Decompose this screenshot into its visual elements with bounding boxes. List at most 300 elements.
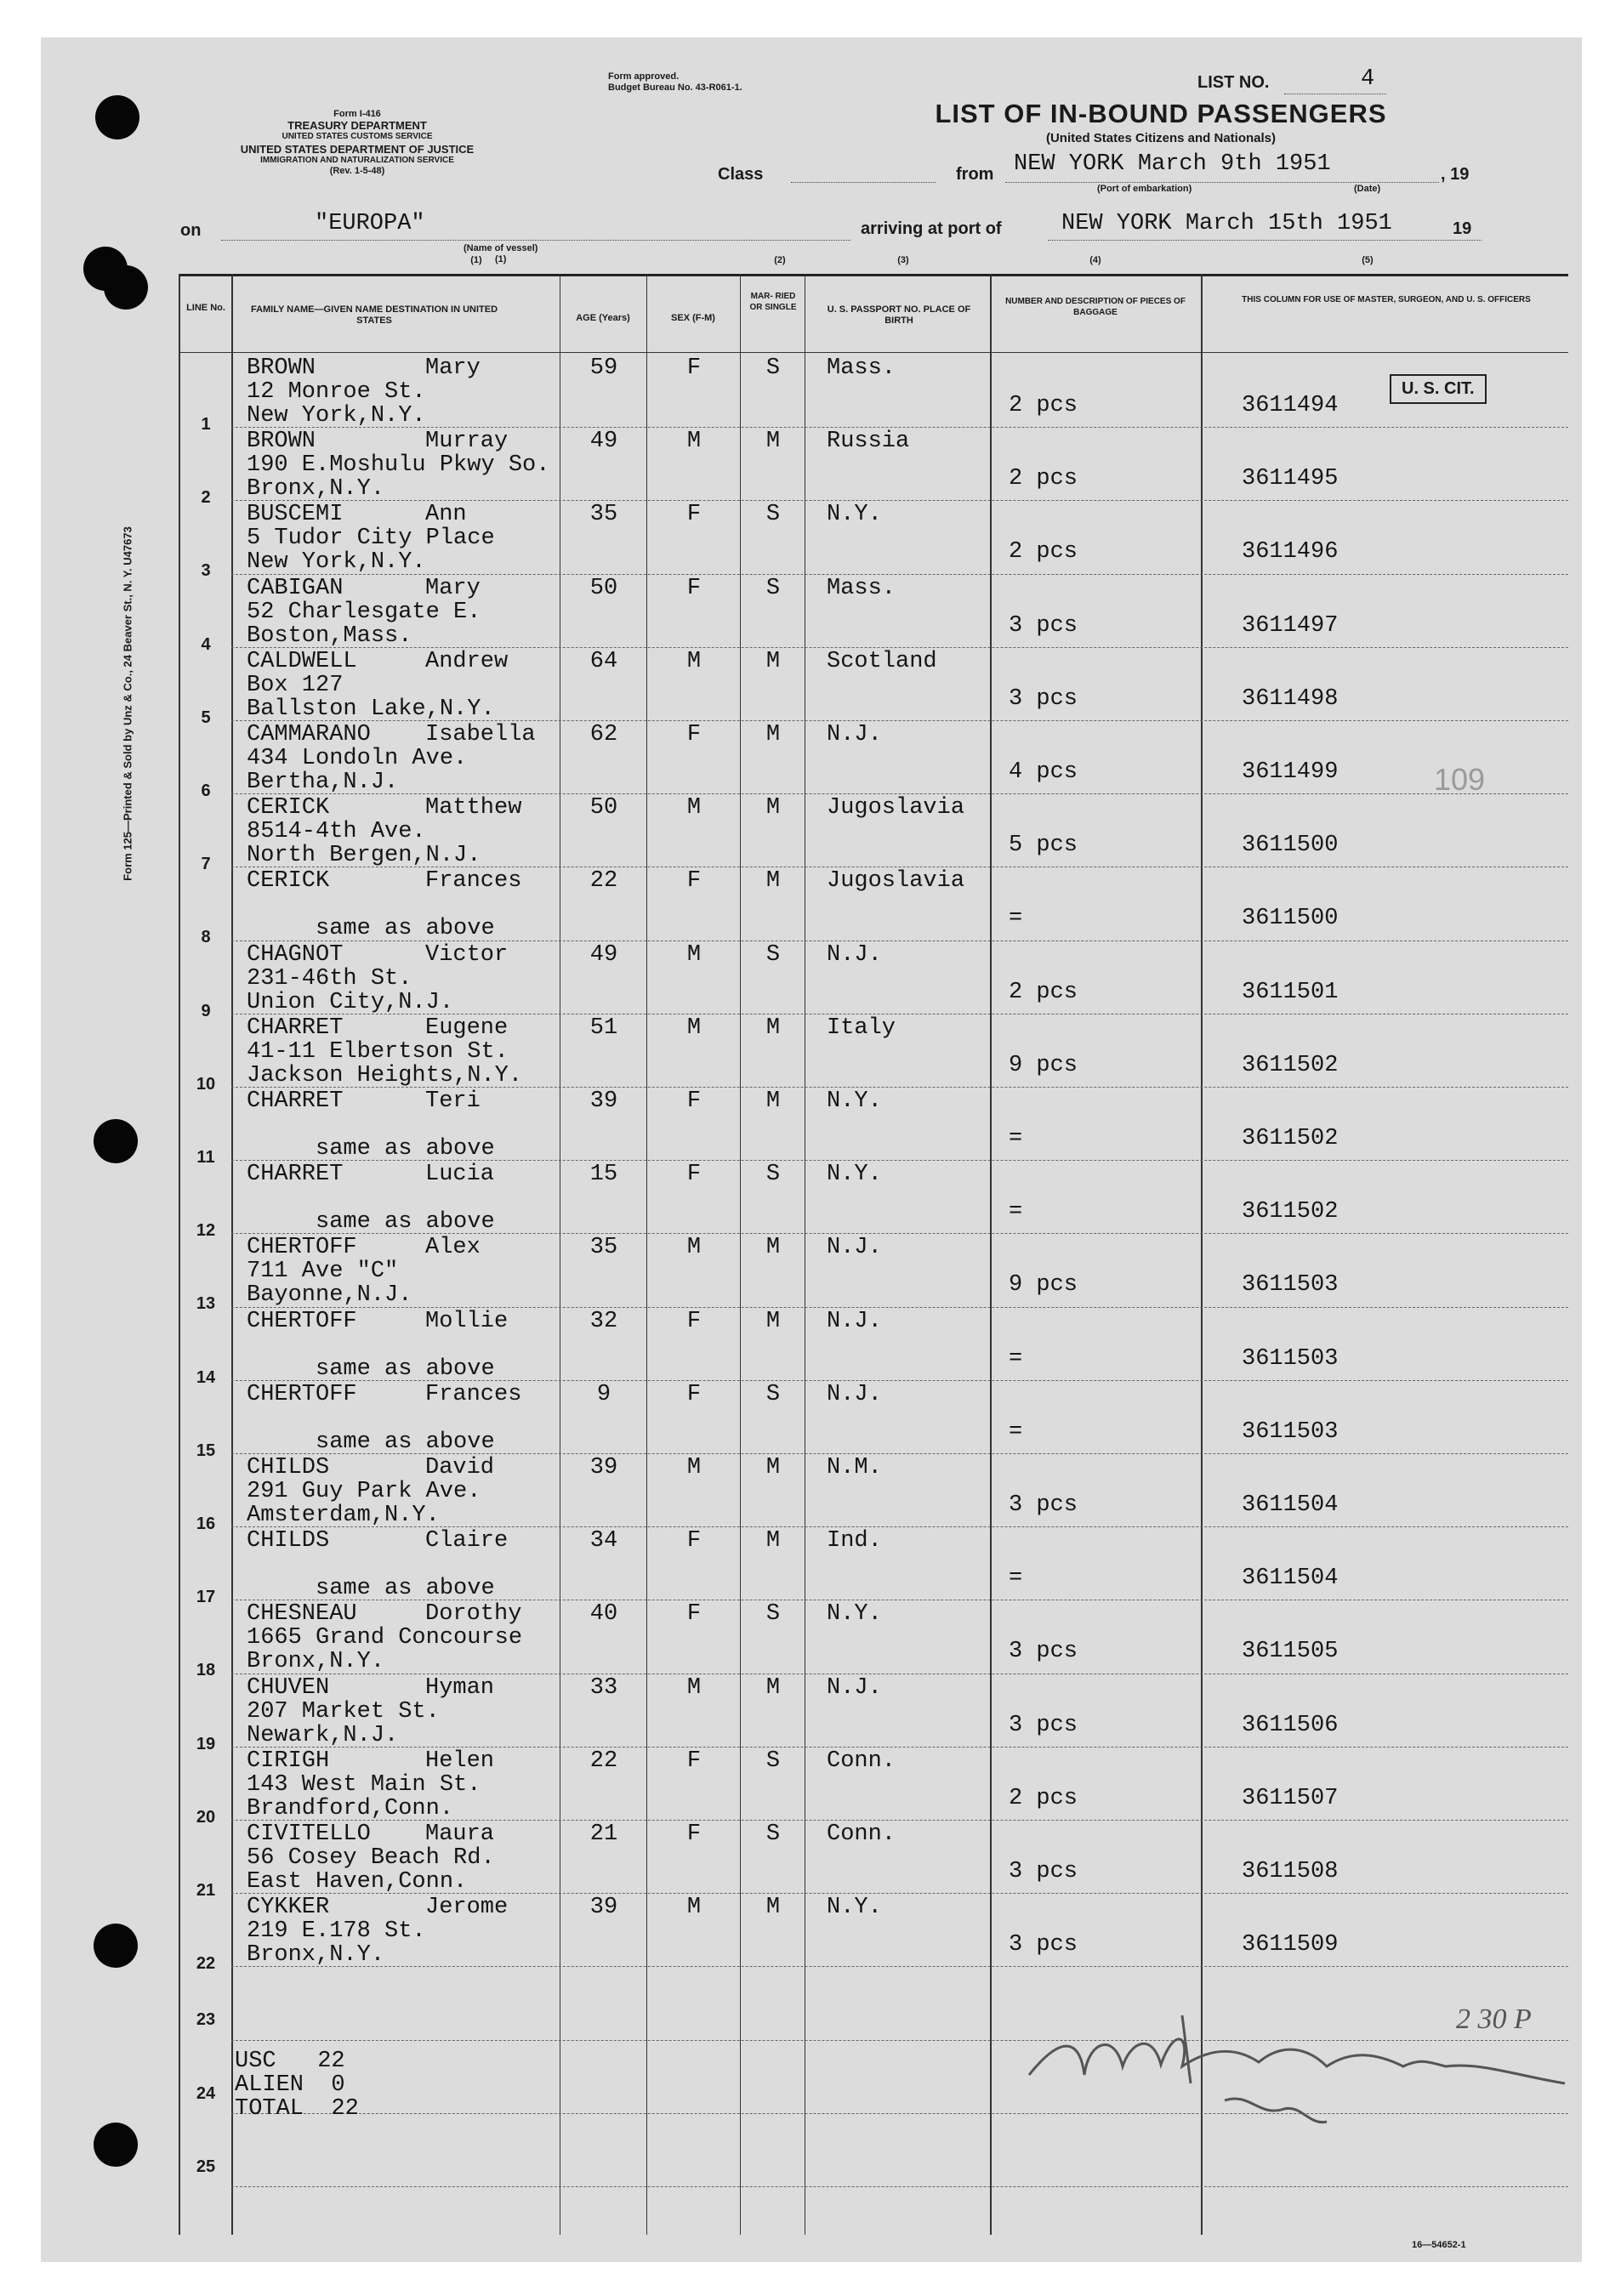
- passenger-age: 22: [589, 1748, 618, 1774]
- passenger-birthplace: Russia: [827, 429, 910, 455]
- passenger-family-name: CHERTOFF: [247, 1308, 357, 1334]
- passenger-family-name: CHESNEAU: [247, 1601, 357, 1628]
- passenger-address-street: 12 Monroe St.: [247, 379, 426, 405]
- passenger-given-name: Victor: [425, 941, 509, 968]
- year-suffix: , 19: [1441, 165, 1470, 184]
- passenger-age: 39: [589, 1455, 618, 1480]
- passenger-ticket-number: 3611503: [1242, 1272, 1339, 1299]
- passenger-family-name: BROWN: [247, 355, 316, 381]
- printer-side-text: Form 125—Printed & Sold by Unz & Co., 24 Beaver St., N. Y. U47673: [121, 526, 134, 881]
- class-label: Class: [718, 165, 764, 184]
- passenger-family-name: CALDWELL: [247, 648, 357, 674]
- passenger-address-street: 219 E.178 St.: [247, 1918, 426, 1945]
- passenger-given-name: Andrew: [425, 648, 509, 674]
- passenger-age: 51: [589, 1014, 618, 1041]
- row-divider: [231, 2186, 1568, 2187]
- passenger-baggage: 5 pcs: [1009, 833, 1078, 859]
- line-number: 8: [201, 928, 211, 947]
- passenger-sex: F: [686, 502, 702, 528]
- passenger-address-street: 5 Tudor City Place: [247, 526, 495, 552]
- passenger-family-name: CHAGNOT: [247, 941, 344, 968]
- passenger-sex: M: [686, 429, 702, 455]
- passenger-address-street: 291 Guy Park Ave.: [247, 1479, 481, 1504]
- passenger-age: 64: [589, 648, 618, 674]
- passenger-ticket-number: 3611506: [1242, 1712, 1339, 1738]
- passenger-marital-status: M: [765, 429, 781, 455]
- passenger-sex: F: [686, 868, 702, 895]
- passenger-marital-status: S: [765, 1821, 781, 1847]
- passenger-age: 33: [589, 1674, 618, 1701]
- passenger-address-street: 56 Cosey Beach Rd.: [247, 1845, 495, 1871]
- passenger-ticket-number: 3611507: [1242, 1785, 1339, 1811]
- col-header-officers: THIS COLUMN FOR USE OF MASTER, SURGEON, AND U. S. OFFICERS: [1242, 295, 1531, 304]
- passenger-sex: F: [686, 355, 702, 381]
- totals-block: [235, 2049, 359, 2121]
- passenger-family-name: CHARRET: [247, 1162, 344, 1188]
- passenger-given-name: Mary: [425, 355, 481, 381]
- passenger-marital-status: M: [765, 1674, 781, 1701]
- list-no-label: LIST NO.: [1197, 73, 1270, 92]
- passenger-address-city: New York,N.Y.: [247, 403, 426, 429]
- passenger-marital-status: M: [765, 1528, 781, 1554]
- on-label: on: [180, 221, 202, 240]
- passenger-birthplace: N.J.: [827, 1381, 882, 1407]
- passenger-marital-status: M: [765, 1455, 781, 1480]
- passenger-birthplace: Scotland: [827, 648, 937, 674]
- passenger-baggage: 3 pcs: [1009, 1639, 1078, 1665]
- passenger-address-city: Jackson Heights,N.Y.: [247, 1062, 523, 1088]
- passenger-ticket-number: 3611496: [1242, 539, 1339, 565]
- passenger-age: 62: [589, 722, 618, 747]
- passenger-marital-status: S: [765, 355, 781, 381]
- margin-note: 109: [1434, 762, 1486, 797]
- passenger-address-street: 8514-4th Ave.: [247, 819, 426, 845]
- form-approved: Form approved.: [608, 71, 680, 82]
- passenger-given-name: Teri: [425, 1088, 481, 1114]
- line-number: 24: [196, 2083, 216, 2103]
- line-number: 19: [196, 1734, 216, 1753]
- passenger-marital-status: M: [765, 1895, 781, 1921]
- passenger-age: 15: [589, 1162, 618, 1188]
- passenger-ticket-number: 3611504: [1242, 1492, 1339, 1518]
- line-number: 13: [196, 1294, 216, 1314]
- passenger-sex: F: [686, 1308, 702, 1334]
- passenger-marital-status: M: [765, 1088, 781, 1114]
- row-divider: [231, 1307, 1568, 1308]
- row-divider: [231, 1820, 1568, 1821]
- passenger-age: 59: [589, 355, 618, 381]
- row-divider: [231, 1233, 1568, 1234]
- alien-value: 0: [331, 2072, 345, 2098]
- passenger-baggage: 3 pcs: [1009, 685, 1078, 712]
- passenger-birthplace: Jugoslavia: [827, 868, 965, 895]
- passenger-ticket-number: 3611509: [1242, 1932, 1339, 1958]
- us-citizen-stamp: U. S. CIT.: [1390, 374, 1487, 404]
- signature-time: 2 30 P: [1456, 2003, 1532, 2035]
- col-divider: [1201, 274, 1203, 2235]
- passenger-address-street: 41-11 Elbertson St.: [247, 1038, 509, 1065]
- col-header-age: AGE (Years): [576, 313, 630, 323]
- form-approval: [608, 71, 742, 94]
- passenger-sex: F: [686, 1601, 702, 1628]
- usc-value: 22: [317, 2049, 345, 2074]
- passenger-age: 50: [589, 795, 618, 821]
- passenger-birthplace: N.Y.: [827, 1601, 882, 1628]
- passenger-sex: M: [686, 1235, 702, 1261]
- col-number-5: (5): [1362, 255, 1374, 265]
- form-header-left: [162, 109, 553, 177]
- line-number: 16: [196, 1515, 216, 1533]
- passenger-given-name: Isabella: [425, 722, 536, 747]
- customs-service: UNITED STATES CUSTOMS SERVICE: [282, 132, 433, 141]
- passenger-address-city: Brandford,Conn.: [247, 1795, 454, 1821]
- passenger-age: 39: [589, 1088, 618, 1114]
- passenger-baggage: 3 pcs: [1009, 1492, 1078, 1518]
- passenger-given-name: Jerome: [425, 1895, 509, 1921]
- passenger-ticket-number: 3611495: [1242, 466, 1339, 492]
- col-divider: [231, 274, 233, 2235]
- passenger-age: 35: [589, 1235, 618, 1261]
- passenger-sex: M: [686, 1455, 702, 1480]
- document-title: LIST OF IN-BOUND PASSENGERS: [935, 99, 1387, 128]
- line-number: 25: [196, 2157, 216, 2176]
- passenger-family-name: CHILDS: [247, 1455, 330, 1480]
- passenger-family-name: CIRIGH: [247, 1748, 330, 1774]
- from-line: [1005, 182, 1439, 183]
- passenger-address-street: 52 Charlesgate E.: [247, 599, 481, 625]
- date-caption: (Date): [1354, 184, 1381, 194]
- passenger-baggage: =: [1009, 906, 1023, 932]
- row-divider: [231, 1526, 1568, 1527]
- passenger-age: 21: [589, 1821, 618, 1847]
- passenger-given-name: Ann: [425, 502, 467, 528]
- passenger-birthplace: Conn.: [827, 1821, 896, 1847]
- passenger-birthplace: N.J.: [827, 1674, 882, 1701]
- passenger-ticket-number: 3611500: [1242, 906, 1339, 932]
- line-number: 5: [201, 708, 211, 727]
- passenger-marital-status: M: [765, 648, 781, 674]
- passenger-given-name: Frances: [425, 1381, 522, 1407]
- passenger-family-name: CHARRET: [247, 1014, 344, 1041]
- row-divider: [231, 1160, 1568, 1161]
- passenger-given-name: Hyman: [425, 1674, 495, 1701]
- passenger-family-name: CERICK: [247, 868, 330, 895]
- passenger-sex: F: [686, 1821, 702, 1847]
- usc-label: USC: [235, 2049, 276, 2074]
- passenger-ticket-number: 3611501: [1242, 979, 1339, 1005]
- passenger-sex: F: [686, 1748, 702, 1774]
- passenger-sex: M: [686, 648, 702, 674]
- passenger-family-name: CERICK: [247, 795, 330, 821]
- budget-bureau: Budget Bureau No. 43-R061-1.: [608, 82, 742, 93]
- line-number: 17: [196, 1588, 216, 1607]
- row-divider: [231, 1453, 1568, 1454]
- passenger-baggage: 3 pcs: [1009, 1859, 1078, 1884]
- row-divider: [231, 1087, 1568, 1088]
- passenger-address-city: same as above: [247, 1136, 495, 1162]
- passenger-birthplace: Conn.: [827, 1748, 896, 1774]
- passenger-marital-status: S: [765, 1748, 781, 1774]
- passenger-age: 9: [596, 1381, 611, 1407]
- row-divider: [231, 1380, 1568, 1381]
- passenger-sex: F: [686, 1381, 702, 1407]
- from-value: NEW YORK March 9th 1951: [1014, 151, 1331, 177]
- passenger-age: 50: [589, 575, 618, 601]
- passenger-sex: M: [686, 1014, 702, 1041]
- passenger-birthplace: Mass.: [827, 575, 896, 601]
- passenger-sex: F: [686, 1528, 702, 1554]
- revision: (Rev. 1-5-48): [329, 166, 385, 176]
- binder-hole: [95, 95, 139, 139]
- total-label: TOTAL: [235, 2096, 304, 2122]
- col-number-3: (3): [897, 255, 909, 265]
- line-number: 3: [201, 561, 211, 581]
- passenger-family-name: BROWN: [247, 429, 316, 455]
- passenger-sex: M: [686, 941, 702, 968]
- passenger-age: 40: [589, 1601, 618, 1628]
- passenger-address-city: Ballston Lake,N.Y.: [247, 696, 495, 722]
- col-header-passport: U. S. PASSPORT NO. PLACE OF BIRTH: [827, 304, 971, 326]
- port-embark-caption: (Port of embarkation): [1097, 184, 1192, 194]
- passenger-marital-status: M: [765, 1235, 781, 1261]
- form-number: Form I-416: [333, 109, 381, 119]
- line-number: 9: [201, 1001, 211, 1020]
- passenger-ticket-number: 3611505: [1242, 1639, 1339, 1665]
- passenger-address-city: same as above: [247, 1355, 495, 1382]
- passenger-address-city: East Haven,Conn.: [247, 1869, 468, 1895]
- passenger-sex: M: [686, 795, 702, 821]
- passenger-address-city: Bronx,N.Y.: [247, 1649, 385, 1675]
- col-number-4: (4): [1089, 255, 1101, 265]
- passenger-marital-status: S: [765, 1601, 781, 1628]
- passenger-marital-status: S: [765, 502, 781, 528]
- passenger-family-name: CHERTOFF: [247, 1235, 357, 1261]
- passenger-birthplace: Ind.: [827, 1528, 882, 1554]
- passenger-address-city: Union City,N.J.: [247, 989, 454, 1015]
- passenger-address-city: North Bergen,N.J.: [247, 843, 481, 869]
- passenger-given-name: David: [425, 1455, 495, 1480]
- passenger-birthplace: N.Y.: [827, 1088, 882, 1114]
- line-number: 15: [196, 1441, 216, 1460]
- passenger-family-name: CIVITELLO: [247, 1821, 371, 1847]
- passenger-marital-status: M: [765, 868, 781, 895]
- passenger-address-street: 711 Ave "C": [247, 1259, 399, 1285]
- passenger-address-city: same as above: [247, 1429, 495, 1455]
- col-number-1: (1): [470, 255, 482, 265]
- passenger-baggage: 2 pcs: [1009, 1785, 1078, 1811]
- passenger-family-name: CAMMARANO: [247, 722, 371, 747]
- passenger-age: 35: [589, 502, 618, 528]
- passenger-family-name: CABIGAN: [247, 575, 344, 601]
- passenger-sex: F: [686, 1162, 702, 1188]
- row-divider: [231, 1966, 1568, 1967]
- passenger-marital-status: S: [765, 1381, 781, 1407]
- vessel-caption: (Name of vessel) (1): [464, 243, 538, 264]
- line-number: 21: [196, 1881, 216, 1900]
- passenger-given-name: Matthew: [425, 795, 522, 821]
- col-number-2: (2): [774, 255, 786, 265]
- passenger-birthplace: N.M.: [827, 1455, 882, 1480]
- row-divider: [231, 720, 1568, 721]
- passenger-ticket-number: 3611502: [1242, 1199, 1339, 1225]
- alien-label: ALIEN: [235, 2072, 304, 2098]
- passenger-family-name: CHARRET: [247, 1088, 344, 1114]
- passenger-baggage: =: [1009, 1418, 1023, 1445]
- col-header-baggage: NUMBER AND DESCRIPTION OF PIECES OF BAGGAGE: [1005, 297, 1186, 317]
- row-divider: [231, 574, 1568, 575]
- passenger-age: 22: [589, 868, 618, 895]
- line-number: 4: [201, 634, 211, 654]
- passenger-baggage: 2 pcs: [1009, 979, 1078, 1005]
- passenger-birthplace: N.Y.: [827, 1162, 882, 1188]
- passenger-address-street: 190 E.Moshulu Pkwy So.: [247, 452, 550, 479]
- binder-hole: [94, 1924, 138, 1968]
- vessel-name: "EUROPA": [315, 211, 425, 236]
- passenger-baggage: 9 pcs: [1009, 1272, 1078, 1299]
- passenger-sex: M: [686, 1895, 702, 1921]
- passenger-baggage: 2 pcs: [1009, 393, 1078, 418]
- line-number: 10: [196, 1074, 216, 1094]
- arriving-line: [1048, 240, 1482, 241]
- line-number: 22: [196, 1954, 216, 1974]
- passenger-baggage: 2 pcs: [1009, 466, 1078, 492]
- passenger-ticket-number: 3611502: [1242, 1052, 1339, 1078]
- passenger-marital-status: M: [765, 1014, 781, 1041]
- line-number: 14: [196, 1367, 216, 1387]
- passenger-address-city: Bertha,N.J.: [247, 770, 399, 795]
- passenger-family-name: BUSCEMI: [247, 502, 344, 528]
- passenger-ticket-number: 3611503: [1242, 1418, 1339, 1445]
- passenger-birthplace: N.J.: [827, 1235, 882, 1261]
- col-header-line-no: LINE No.: [186, 303, 225, 313]
- row-divider: [231, 793, 1568, 794]
- passenger-ticket-number: 3611498: [1242, 685, 1339, 712]
- passenger-address-city: Bronx,N.Y.: [247, 1942, 385, 1969]
- passenger-ticket-number: 3611494: [1242, 393, 1339, 418]
- passenger-address-city: same as above: [247, 916, 495, 942]
- arriving-year: 19: [1453, 219, 1472, 238]
- passenger-baggage: =: [1009, 1199, 1023, 1225]
- passenger-address-city: Bronx,N.Y.: [247, 476, 385, 503]
- passenger-ticket-number: 3611499: [1242, 759, 1339, 785]
- passenger-address-street: 231-46th St.: [247, 965, 412, 992]
- line-number: 23: [196, 2010, 216, 2030]
- line-number: 11: [196, 1148, 215, 1167]
- passenger-marital-status: S: [765, 575, 781, 601]
- passenger-baggage: 3 pcs: [1009, 612, 1078, 639]
- passenger-address-city: same as above: [247, 1576, 495, 1602]
- passenger-birthplace: Jugoslavia: [827, 795, 965, 821]
- passenger-address-city: same as above: [247, 1209, 495, 1236]
- passenger-given-name: Eugene: [425, 1014, 509, 1041]
- col-divider: [646, 274, 647, 2235]
- passenger-age: 34: [589, 1528, 618, 1554]
- table-top-border: [179, 274, 1568, 276]
- passenger-address-street: Box 127: [247, 672, 344, 698]
- passenger-marital-status: M: [765, 795, 781, 821]
- passenger-baggage: =: [1009, 1566, 1023, 1592]
- passenger-address-street: 207 Market St.: [247, 1698, 440, 1725]
- passenger-address-street: 434 Londoln Ave.: [247, 746, 468, 771]
- passenger-address-street: 143 West Main St.: [247, 1771, 481, 1798]
- passenger-baggage: =: [1009, 1345, 1023, 1372]
- passenger-birthplace: N.J.: [827, 1308, 882, 1334]
- row-divider: [231, 500, 1568, 501]
- col-divider: [740, 274, 741, 2235]
- line-number: 20: [196, 1807, 216, 1827]
- passenger-birthplace: Mass.: [827, 355, 896, 381]
- passenger-address-city: Newark,N.J.: [247, 1722, 399, 1748]
- document-subtitle: (United States Citizens and Nationals): [1045, 131, 1277, 145]
- class-line: [791, 182, 936, 183]
- line-number: 12: [196, 1221, 216, 1241]
- passenger-baggage: 3 pcs: [1009, 1712, 1078, 1738]
- passenger-ticket-number: 3611503: [1242, 1345, 1339, 1372]
- passenger-sex: F: [686, 722, 702, 747]
- passenger-sex: F: [686, 575, 702, 601]
- passenger-given-name: Murray: [425, 429, 509, 455]
- col-header-sex: SEX (F-M): [671, 313, 715, 323]
- passenger-ticket-number: 3611497: [1242, 612, 1339, 639]
- passenger-age: 49: [589, 941, 618, 968]
- passenger-ticket-number: 3611508: [1242, 1859, 1339, 1884]
- col-divider: [990, 274, 992, 2235]
- passenger-family-name: CHILDS: [247, 1528, 330, 1554]
- passenger-birthplace: N.Y.: [827, 502, 882, 528]
- passenger-birthplace: N.Y.: [827, 1895, 882, 1921]
- passenger-address-city: New York,N.Y.: [247, 549, 426, 576]
- passenger-age: 32: [589, 1308, 618, 1334]
- passenger-given-name: Maura: [425, 1821, 495, 1847]
- list-no-value: 4: [1361, 66, 1375, 92]
- row-divider: [231, 1747, 1568, 1748]
- passenger-marital-status: M: [765, 1308, 781, 1334]
- row-divider: [231, 647, 1568, 648]
- passenger-marital-status: M: [765, 722, 781, 747]
- passenger-given-name: Claire: [425, 1528, 509, 1554]
- col-header-married: MAR- RIED OR SINGLE: [749, 292, 797, 312]
- passenger-ticket-number: 3611500: [1242, 833, 1339, 859]
- table-header-border: [179, 352, 1568, 353]
- passenger-age: 49: [589, 429, 618, 455]
- from-label: from: [956, 165, 994, 184]
- passenger-birthplace: Italy: [827, 1014, 896, 1041]
- line-number: 7: [201, 855, 211, 874]
- passenger-given-name: Helen: [425, 1748, 495, 1774]
- line-number: 2: [201, 488, 211, 508]
- line-number: 18: [196, 1661, 216, 1680]
- line-number: 1: [201, 415, 211, 434]
- passenger-baggage: 2 pcs: [1009, 539, 1078, 565]
- passenger-address-city: Bayonne,N.J.: [247, 1282, 412, 1309]
- passenger-given-name: Lucia: [425, 1162, 495, 1188]
- passenger-ticket-number: 3611504: [1242, 1566, 1339, 1592]
- passenger-sex: F: [686, 1088, 702, 1114]
- treasury-dept: TREASURY DEPARTMENT: [287, 119, 427, 132]
- passenger-address-city: Amsterdam,N.Y.: [247, 1503, 440, 1528]
- passenger-birthplace: N.J.: [827, 941, 882, 968]
- passenger-baggage: 9 pcs: [1009, 1052, 1078, 1078]
- passenger-given-name: Dorothy: [425, 1601, 522, 1628]
- passenger-family-name: CYKKER: [247, 1895, 330, 1921]
- passenger-given-name: Mollie: [425, 1308, 509, 1334]
- passenger-family-name: CHUVEN: [247, 1674, 330, 1701]
- footer-code: 16—54652-1: [1412, 2240, 1466, 2250]
- col-header-name: FAMILY NAME—GIVEN NAME DESTINATION IN UNITED STATES: [250, 304, 498, 326]
- passenger-ticket-number: 3611502: [1242, 1126, 1339, 1151]
- passenger-marital-status: S: [765, 1162, 781, 1188]
- passenger-baggage: 4 pcs: [1009, 759, 1078, 785]
